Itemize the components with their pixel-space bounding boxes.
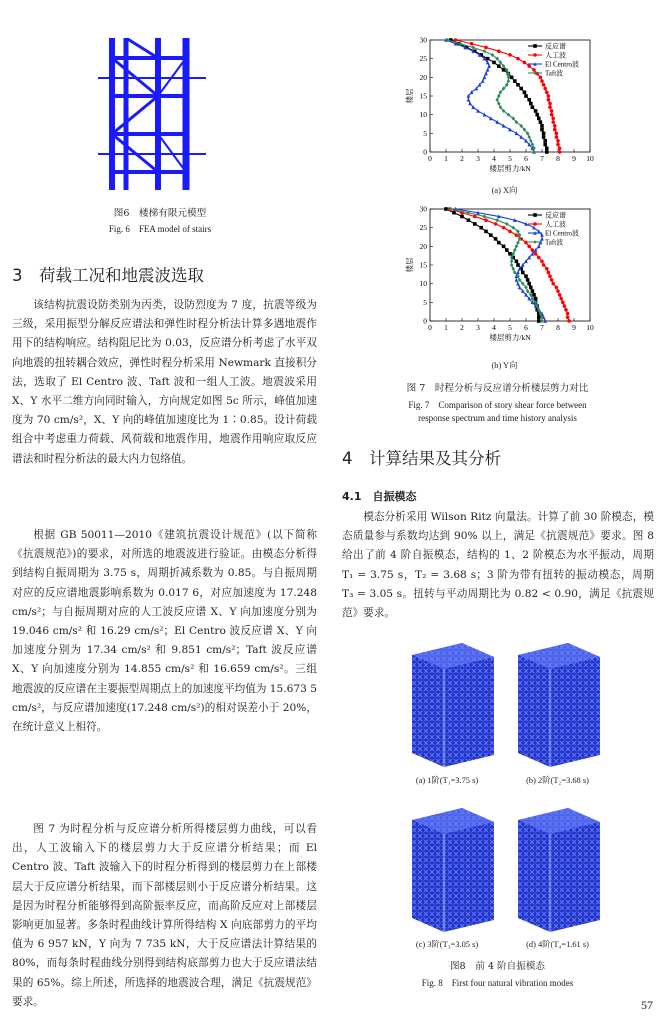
data-point [551, 117, 555, 121]
legend-label: Taft波 [545, 238, 564, 247]
data-point [511, 267, 515, 271]
data-point [527, 64, 531, 68]
data-point [516, 83, 520, 87]
data-point [532, 293, 536, 297]
x-tick-label: 5 [508, 323, 512, 332]
data-point [566, 315, 570, 319]
x-tick-label: 6 [524, 323, 528, 332]
data-point [539, 76, 543, 80]
data-point [542, 135, 546, 139]
data-point [543, 143, 547, 147]
legend-marker [533, 44, 537, 48]
data-point [540, 79, 544, 83]
legend-label: 反应谱 [545, 211, 566, 220]
data-point [508, 53, 512, 57]
data-point [454, 38, 458, 42]
plot-frame [430, 40, 590, 152]
y-tick-label: 0 [423, 316, 427, 326]
data-point [540, 259, 544, 263]
fig6-caption-cn: 图6 楼梯有限元模型 [113, 208, 207, 219]
data-point [492, 61, 496, 65]
data-point [489, 233, 493, 237]
data-point [495, 98, 499, 102]
data-point [534, 297, 538, 301]
fig6-caption-en: Fig. 6 FEA model of stairs [108, 224, 212, 234]
data-point [550, 109, 554, 113]
y-axis-label: 楼层 [405, 257, 414, 273]
data-point [529, 139, 533, 143]
data-point [547, 94, 551, 98]
data-point [486, 57, 490, 61]
mode-shape-1-image [402, 635, 502, 770]
data-point [555, 135, 559, 139]
data-point [521, 271, 525, 275]
data-point [532, 68, 536, 72]
y-tick-label: 25 [419, 54, 427, 64]
data-point [497, 101, 501, 105]
x-tick-label: 3 [476, 154, 480, 163]
legend-marker [533, 53, 537, 57]
data-point [547, 98, 551, 102]
mode-shape-2-image [508, 635, 608, 770]
legend-marker [533, 240, 537, 244]
data-point [502, 68, 506, 72]
data-point [505, 248, 509, 252]
x-tick-label: 2 [460, 154, 464, 163]
legend-label: 人工波 [545, 51, 566, 60]
data-point [555, 132, 559, 136]
data-point [516, 57, 520, 61]
section-3-paragraph-3: 图 7 为时程分析与反应谱分析所得楼层剪力曲线，可以看出，人工波输入下的楼层剪力大于反应谱分析结果；而 El Centro 波、Taft 波输入下的时程分析得到的楼层剪力在上部楼层大于反应谱分析结果，而下部楼层则小于反应谱分析结果。这是因为时程分析能够得到高阶振率反应，而高阶反应对上部楼层影响更加显著。多条时程曲线计算所得结构 X 向底部剪力的平均值为 6 957 kN，Y 向为 7 735 kN，大于反应谱法计算结果的 80%，而每条时程曲线分别得到结构底部剪力也大于反应谱法结果的 65%。综上所述，所选择的地震波合理，满足《抗震规范》要求。 [12, 823, 317, 1008]
legend-marker [533, 213, 537, 217]
x-tick-label: 8 [556, 323, 560, 332]
legend-label: 反应谱 [545, 42, 566, 51]
fig7b-subcaption: (b) Y向 [491, 361, 518, 370]
x-tick-label: 10 [586, 323, 594, 332]
data-point [483, 49, 487, 53]
x-tick-label: 1 [444, 323, 448, 332]
data-point [556, 289, 560, 293]
legend-label: El Centro波 [545, 60, 580, 69]
x-tick-label: 7 [540, 323, 544, 332]
data-point [508, 230, 512, 234]
fig8b-subcaption: (b) 2阶(T₂=3.68 s) [526, 776, 589, 785]
data-point [526, 278, 530, 282]
data-point [561, 301, 565, 305]
x-tick-label: 0 [428, 323, 432, 332]
x-tick-label: 7 [540, 154, 544, 163]
y-tick-label: 10 [419, 279, 427, 289]
data-point [494, 222, 498, 226]
x-tick-label: 3 [476, 323, 480, 332]
data-point [515, 278, 519, 282]
data-point [559, 297, 563, 301]
data-point [551, 120, 555, 124]
data-point [497, 64, 501, 68]
y-tick-label: 20 [419, 72, 427, 82]
x-axis-label: 楼层剪力/kN [489, 333, 531, 342]
fig8c-subcaption: (c) 3阶(T₃=3.05 s) [415, 940, 479, 949]
data-point [550, 113, 554, 117]
data-point [551, 282, 555, 286]
section-3-paragraph-1: 该结构抗震设防类别为丙类，设防烈度为 7 度，抗震等级为三级，采用振型分解反应谱法和弹性时程分析法计算多遇地震作用下的结构响应。结构阻尼比为 0.03，反应谱分析考虑了水平双向地震的扭转耦合效应，弹性时程分析采用 Newmark 直接积分法，选取了 El Centro 波、Taft 波和一组人工波。地震波采用 X、Y 水平二维方向同时输入，方向规定如图 5c 所示，峰值加速度为 70 cm/s²，X、Y 向的峰值加速度比为 1∶0.85。设计荷载组合中考虑重力荷载、风荷载和地震作用，地震作用响应取反应谱法和时程分析法的最大内力包络值。 [12, 299, 317, 465]
data-point [497, 49, 501, 53]
data-point [529, 102, 533, 106]
data-point [531, 248, 535, 252]
data-point [527, 135, 531, 139]
data-point [484, 218, 488, 222]
story-shear-chart-x [392, 32, 617, 192]
data-point [540, 237, 544, 241]
data-point [556, 139, 560, 143]
data-point [527, 245, 531, 249]
data-point [539, 120, 543, 124]
x-tick-label: 2 [460, 323, 464, 332]
data-point [510, 263, 514, 267]
data-point [473, 215, 477, 219]
series-line-2 [446, 40, 534, 152]
data-point [564, 308, 568, 312]
data-point [513, 248, 517, 252]
y-tick-label: 20 [419, 241, 427, 251]
data-point [483, 214, 487, 218]
data-point [537, 117, 541, 121]
data-point [527, 98, 531, 102]
data-point [524, 94, 528, 98]
data-point [508, 252, 512, 256]
story-shear-chart-y [392, 201, 617, 361]
x-tick-label: 1 [444, 154, 448, 163]
data-point [513, 79, 517, 83]
data-point [484, 46, 488, 50]
series-line-3 [448, 40, 534, 152]
data-point [558, 146, 562, 150]
data-point [550, 278, 554, 282]
y-tick-label: 15 [419, 260, 427, 270]
y-tick-label: 0 [423, 147, 427, 157]
stairs-fea-model-image [98, 38, 206, 190]
data-point [547, 271, 551, 275]
fig8-caption-en: Fig. 8 First four natural vibration modes [421, 978, 574, 988]
x-tick-label: 9 [572, 154, 576, 163]
series-line-3 [451, 209, 542, 321]
data-point [510, 76, 514, 80]
data-point [542, 132, 546, 136]
data-point [531, 289, 535, 293]
data-point [534, 109, 538, 113]
data-point [467, 218, 471, 222]
data-point [467, 98, 471, 102]
data-point [516, 263, 520, 267]
data-point [553, 128, 557, 132]
legend-marker [533, 222, 537, 226]
data-point [537, 319, 541, 323]
data-point [524, 241, 528, 245]
x-tick-label: 8 [556, 154, 560, 163]
data-point [529, 286, 533, 290]
data-point [542, 263, 546, 267]
y-tick-label: 5 [423, 128, 427, 138]
data-point [471, 45, 475, 49]
x-tick-label: 5 [508, 154, 512, 163]
data-point [515, 233, 519, 237]
x-tick-label: 9 [572, 323, 576, 332]
data-point [527, 282, 531, 286]
x-tick-label: 10 [586, 154, 594, 163]
data-point [510, 259, 514, 263]
fig7a-subcaption: (a) X向 [491, 186, 518, 195]
legend-label: El Centro波 [545, 229, 580, 238]
data-point [545, 150, 549, 154]
data-point [537, 256, 541, 260]
data-point [460, 215, 464, 219]
data-point [535, 113, 539, 117]
x-tick-label: 0 [428, 154, 432, 163]
data-point [452, 211, 456, 215]
data-point [548, 105, 552, 109]
mode-shape-4-image [508, 800, 608, 935]
data-point [537, 315, 541, 319]
data-point [556, 143, 560, 147]
data-point [516, 241, 520, 245]
data-point [548, 102, 552, 106]
data-point [540, 128, 544, 132]
data-point [548, 274, 552, 278]
fig8d-subcaption: (d) 4阶(T₄=1.61 s) [526, 940, 589, 949]
data-point [553, 124, 557, 128]
data-point [540, 124, 544, 128]
fig7-caption-en-2: response spectrum and time history analysis [418, 413, 577, 423]
data-point [543, 87, 547, 91]
data-point [502, 245, 506, 249]
data-point [558, 293, 562, 297]
data-point [497, 94, 501, 98]
y-tick-label: 15 [419, 91, 427, 101]
data-point [502, 226, 506, 230]
data-point [497, 241, 501, 245]
data-point [523, 61, 527, 65]
x-tick-label: 4 [492, 154, 496, 163]
data-point [555, 286, 559, 290]
data-point [545, 146, 549, 150]
data-point [545, 90, 549, 94]
data-point [524, 274, 528, 278]
legend-label: Taft波 [545, 69, 564, 78]
mode-shape-3-image [402, 800, 502, 935]
fig7-caption-en-1: Fig. 7 Comparison of story shear force between [408, 400, 587, 410]
data-point [563, 304, 567, 308]
data-point [515, 259, 519, 263]
legend-label: 人工波 [545, 220, 566, 229]
data-point [507, 79, 511, 83]
fig8a-subcaption: (a) 1阶(T₁=3.75 s) [415, 776, 479, 785]
data-point [505, 222, 509, 226]
y-tick-label: 25 [419, 223, 427, 233]
data-point [484, 230, 488, 234]
x-axis-label: 楼层剪力/kN [489, 164, 531, 173]
x-tick-label: 6 [524, 154, 528, 163]
fig7-caption-cn: 图 7 时程分析与反应谱分析楼层剪力对比 [406, 383, 589, 394]
section-4-heading: 4 计算结果及其分析 [342, 449, 501, 468]
data-point [534, 252, 538, 256]
y-tick-label: 30 [419, 35, 427, 45]
data-point [494, 237, 498, 241]
series-line-0 [446, 209, 539, 321]
y-tick-label: 5 [423, 297, 427, 307]
y-axis-label: 楼层 [405, 88, 414, 104]
fig8-caption-cn: 图8 前 4 阶自振模态 [449, 961, 546, 972]
data-point [523, 90, 527, 94]
data-point [515, 244, 519, 248]
data-point [542, 83, 546, 87]
data-point [444, 207, 448, 211]
x-tick-label: 4 [492, 323, 496, 332]
y-tick-label: 10 [419, 110, 427, 120]
section-4-1-heading: 4.1 自振模态 [342, 490, 417, 503]
section-3-heading: 3 荷载工况和地震波选取 [12, 266, 204, 285]
data-point [470, 42, 474, 46]
data-point [495, 218, 499, 222]
section-3-paragraph-2: 根据 GB 50011—2010《建筑抗震设计规范》(以下简称《抗震规范》)的要求，对所选的地震波进行验证。由模态分析得到结构自振周期为 3.75 s，周期折减系数为 0.85。与自振周期对应的反应谱地震影响系数为 0.017 6，对应加速度为 17.248 cm/s²；与自振周期对应的人工波反应谱 X、Y 向加速度分别为 19.046 cm/s² 和 16.29 cm/s²；El Centro 波反应谱 X、Y 向加速度分别为 17.34 cm/s² 和 9.851 cm/s²；Taft 波反应谱 X、Y 向加速度分别为 14.855 cm/s² 和 16.659 cm/s²。三组地震波的反应谱在主要振型周期点上的加速度平均值为 15.673 5 cm/s²，与反应谱加速度(17.248 cm/s²)的相对误差小于 20%，在统计意义上相符。 [12, 529, 317, 734]
data-point [543, 139, 547, 143]
page-number: 57 [641, 998, 653, 1012]
data-point [566, 312, 570, 316]
data-point [531, 105, 535, 109]
data-point [567, 319, 571, 323]
section-4-1-paragraph: 模态分析采用 Wilson Ritz 向量法。计算了前 30 阶模态，模态质量参与系数均达到 90% 以上，满足《抗震规范》要求。图 8 给出了前 4 阶自振模态，结构的 1、2 阶模态为水平振动，周期 T₁ = 3.75 s，T₂ = 3.68 s；3 阶为带有扭转的振动模态，周期 T₃ = 3.05 s。扭转与平动周期比为 0.82 < 0.90，满足《抗震规范》要求。 [342, 511, 654, 620]
y-tick-label: 30 [419, 204, 427, 214]
data-point [519, 87, 523, 91]
data-point [558, 150, 562, 154]
data-point [545, 267, 549, 271]
data-point [479, 226, 483, 230]
data-point [473, 222, 477, 226]
